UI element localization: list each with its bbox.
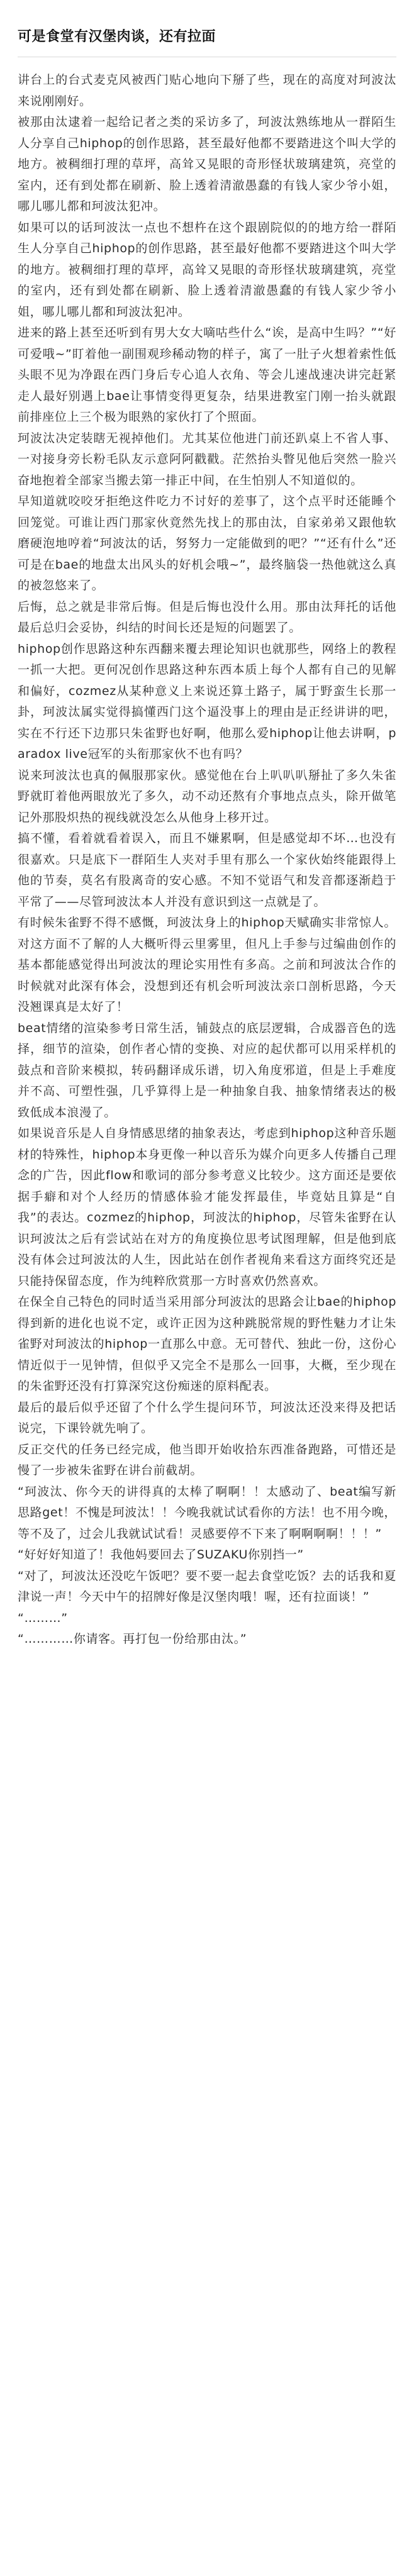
article-paragraph: 后悔，总之就是非常后悔。但是后悔也没什么用。那由汰拜托的话他最后总归会妥协，纠结的时间长还是短的问题罢了。 [18, 599, 396, 635]
article-paragraph: 讲台上的台式麦克风被西门贴心地向下掰了些，现在的高度对珂波汰来说刚刚好。 [18, 73, 396, 108]
article-paragraph: hiphop创作思路这种东西翻来覆去理论知识也就那些，网络上的教程一抓一大把。更何况创作思路这种东西本质上每个人都有自己的见解和偏好，cozmez从某种意义上来说还算土路子，属于野蛮生长那一卦，珂波汰属实觉得搞懂西门这个逼没事上的理由是正经讲讲的吧，实在不行还下边那只朱雀野也好啊，他那么爱hiphop让他去讲啊，paradox live冠军的头衔那家伙不也有吗？ [18, 641, 396, 761]
article-paragraph: 如果可以的话珂波汰一点也不想杵在这个跟剧院似的的地方给一群陌生人分享自己hiphop的创作思路，甚至最好他都不要踏进这个叫大学的地方。被稠细打理的草坪，高耸又晃眼的奇形怪状玻璃建筑，亮堂的室内，还有到处都在刷新、脸上透着清澈愚蠢的有钱人家少爷小姐，哪儿哪儿都和珂波汰犯冲。 [18, 220, 396, 319]
article-paragraph: 有时候朱雀野不得不感慨，珂波汰身上的hiphop天赋确实非常惊人。对这方面不了解的人大概听得云里雾里，但凡上手参与过编曲创作的基本都能感觉得出珂波汰的理论实用性有多高。之前和珂波汰合作的时候就对此深有体会，没想到还有机会听珂波汰亲口剖析思路，今天没翘课真是太好了！ [18, 916, 396, 1014]
article-paragraph: 说来珂波汰也真的佩服那家伙。感觉他在台上叭叭叭掰扯了多久朱雀野就盯着他两眼放光了多久，动不动还熬有介事地点点头，除开做笔记外那股炽热的视线就没怎么从他身上移开过。 [18, 768, 396, 824]
article-paragraph: “好好好知道了！我他妈要回去了SUZAKU你别挡一” [18, 1548, 304, 1562]
article-paragraph: beat情绪的渲染参考日常生活，铺鼓点的底层逻辑，合成器音色的选择，细节的渲染，创作者心情的变换、对应的起伏都可以用采样机的鼓点和音阶来模拟，转码翻译成乐谱，切入角度邪道，但是上手难度并不高、可塑性强，几乎算得上是一种抽象自我、抽象情绪表达的极致低成本浪漫了。 [18, 1021, 396, 1119]
article-paragraph: 早知道就咬咬牙拒绝这件吃力不讨好的差事了，这个点平时还能睡个回笼觉。可谁让西门那家伙竟然先找上的那由汰，自家弟弟又跟他软磨硬泡地哼着“珂波汰的话，努努力一定能做到的吧？”“还有什么”还可是在bae的地盘太出风头的好机会哦~”，最终脑袋一热他就这么真的被忽悠来了。 [18, 494, 396, 592]
article-paragraph: 进来的路上甚至还听到有男大女大嘀咕些什么“诶，是高中生吗？”“好可爱哦~”盯着他一副围观珍稀动物的样子，寓了一肚子火想着索性低头眼不见为净跟在西门身后专心追人衣角、等会儿速战速决讲完赶紧走人最好别遇上bae让事情变得更复杂，结果进教室门刚一抬头就跟前排座位上三个极为眼熟的家伙打了个照面。 [18, 326, 396, 424]
article-paragraph: “珂波汰、你今天的讲得真的太棒了啊啊！！太感动了、beat编写新思路get！不愧是珂波汰！！今晚我就试试看你的方法！也不用今晚，等不及了，过会儿我就试试看！灵感要停不下来了啊啊啊啊！！！” [18, 1484, 396, 1541]
article-paragraph: 如果说音乐是人自身情感思绪的抽象表达，考虑到hiphop这种音乐题材的特殊性，hiphop本身更像一种以音乐为媒介向更多人传播自己理念的广告，因此flow和歌词的部分参考意义比较少。这方面还是要依据手癖和对个人经历的情感体验才能发挥最佳，毕竟姑且算是“自我”的表达。cozmez的hiphop，珂波汰的hiphop，尽管朱雀野在认识珂波汰之后有尝试站在对方的角度换位思考试图理解，但是他到底没有体会过珂波汰的人生，因此站在创作者视角来看这方面终究还是只能持保留态度，作为纯粹欣赏那一方时喜欢仍然喜欢。 [18, 1126, 396, 1288]
article-body [0, 70, 414, 1650]
post-title: 可是食堂有汉堡肉谈，还有拉面 [18, 29, 216, 45]
article-paragraph: “…………你请客。再打包一份给那由汰。” [18, 1632, 247, 1646]
article-paragraph: 珂波汰决定装瞎无视掉他们。尤其某位他进门前还趴桌上不省人事、一对接身旁长粉毛队友示意阿阿戳戳。茫然抬头瞥见他后突然一脸兴奋地抱着全部家当搬去第一排正中间，在生怕别人不知道似的。 [18, 431, 396, 487]
article-paragraph: 在保全自己特色的同时适当采用部分珂波汰的思路会让bae的hiphop得到新的进化也说不定，或许正因为这种跳脱常规的野性魅力才让朱雀野对珂波汰的hiphop一直那么中意。无可替代、独此一份，这份心情近似于一见钟情，但似乎又完全不是那么一回事，大概，至少现在的朱雀野还没有打算深究这份痴迷的原料配表。 [18, 1295, 396, 1393]
article-paragraph: 最后的最后似乎还留了个什么学生提问环节，珂波汰还没来得及把话说完，下课铃就先响了。 [18, 1400, 396, 1435]
article-paragraph: 搞不懂，看着就看着误入，而且不嫌累啊，但是感觉却不坏…也没有很嘉欢。只是底下一群陌生人夹对手里有那么一个家伙始终能跟得上他的节奏，莫名有股离奇的安心感。不知不觉语气和发音都逐渐趋于平常了——尽管珂波汰本人并没有意识到这一点就是了。 [18, 831, 396, 909]
article-paragraph: “对了，珂波汰还没吃午饭吧？要不要一起去食堂吃饭？去的话我和夏津说一声！今天中午的招牌好像是汉堡肉哦！喔，还有拉面谈！” [18, 1568, 396, 1604]
article-paragraph: 反正交代的任务已经完成，他当即开始收拾东西准备跑路，可惜还是慢了一步被朱雀野在讲台前截胡。 [18, 1442, 396, 1477]
article-paragraph: “………” [18, 1611, 68, 1625]
article-paragraph: 被那由汰逮着一起给记者之类的采访多了，珂波汰熟练地从一群陌生人分享自己hiphop的创作思路，甚至最好他都不要踏进这个叫大学的地方。被稠细打理的草坪，高耸又晃眼的奇形怪状玻璃建筑，亮堂的室内，还有到处都在刷新、脸上透着清澈愚蠢的有钱人家少爷小姐，哪儿哪儿都和珂波汰犯冲。 [18, 115, 396, 213]
